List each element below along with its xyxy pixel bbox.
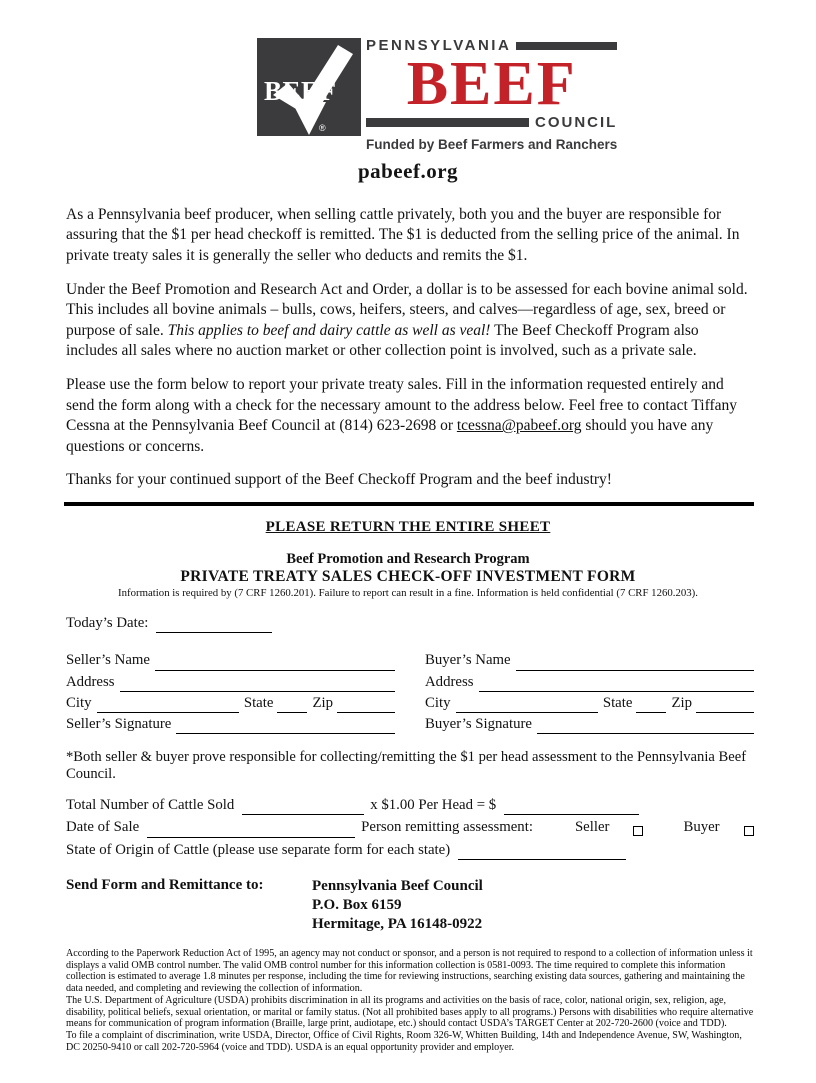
seller-address-row: [66, 673, 395, 692]
complaint-filing-notice: To file a complaint of discrimination, write USDA, Director, Office of Civil Rights, Room 326-W, Whitten Building, 14th and Independence Avenue, SW, Washington, DC 20250-9410 or call 202-720-5964 (voice and TDD). USDA is an equal opportunity provider and employer.: [66, 1030, 742, 1053]
buyer-column: [425, 649, 754, 734]
seller-zip-label: Zip: [312, 694, 333, 711]
remit-address-line-3: Hermitage, PA 16148-0922: [312, 916, 483, 933]
seller-name-row: [66, 651, 395, 670]
checkoff-beef-word: BEEF: [264, 76, 337, 106]
intro-paragraph-2: [66, 280, 754, 362]
program-title: Beef Promotion and Research Program: [286, 551, 530, 568]
send-to-label: Send Form and Remittance to:: [66, 876, 264, 893]
buyer-address-blank: [479, 678, 755, 692]
remit-address-line-2: P.O. Box 6159: [312, 896, 402, 913]
todays-date-label: Today’s Date:: [66, 615, 149, 632]
form-body: [0, 614, 816, 934]
seller-city-label: City: [66, 694, 92, 711]
seller-zip-blank: [337, 699, 395, 713]
logo-tagline: Funded by Beef Farmers and Ranchers: [366, 136, 618, 152]
registered-trademark-glyph: ®: [319, 123, 326, 133]
seller-address-label: Address: [66, 673, 115, 690]
seller-city-row: [66, 694, 395, 713]
council-bar: [366, 118, 529, 127]
buyer-name-row: [425, 651, 754, 670]
person-remitting-label: Person remitting assessment:: [361, 819, 533, 836]
buyer-option-label: Buyer: [683, 819, 720, 836]
pa-beef-council-logo: [257, 37, 618, 152]
todays-date-row: [66, 614, 754, 633]
buyer-city-label: City: [425, 694, 451, 711]
email-link[interactable]: tcessna@pabeef.org: [456, 417, 582, 435]
seller-state-label: State: [243, 694, 274, 711]
seller-buyer-columns: [66, 649, 754, 734]
total-dollars-blank: [504, 801, 639, 815]
state-origin-blank: [458, 846, 626, 860]
remittance-address: [312, 877, 483, 934]
return-notice-heading: PLEASE RETURN THE ENTIRE SHEET: [265, 519, 551, 536]
intro-section: [0, 205, 816, 491]
remittance-block: [66, 877, 754, 934]
section-divider: [64, 502, 754, 506]
sale-detail-rows: [66, 796, 754, 860]
date-of-sale-label: Date of Sale: [66, 819, 140, 836]
seller-name-blank: [155, 657, 395, 671]
buyer-zip-blank: [696, 699, 754, 713]
intro-p2-normal-2: The Beef Checkoff Program also includes all sales where no auction market or other collection point is involved, such as a private sale.: [66, 321, 699, 360]
pennsylvania-text: PENNSYLVANIA: [366, 37, 512, 54]
intro-paragraph-3: [66, 375, 754, 457]
buyer-city-row: [425, 694, 754, 713]
seller-address-blank: [120, 678, 396, 692]
seller-option-label: Seller: [574, 819, 610, 836]
usda-nondiscrimination-notice: The U.S. Department of Agriculture (USDA) prohibits discrimination in all its programs and activities on the basis of race, color, national origin, sex, religion, age, disability, political beliefs, sexual orientation, or marital or family status. (Not all prohibited bases apply to all programs.) Persons with disabilities who require alternative means for communication of program information (Braille, large print, audiotape, etc.) should contact USDA’s TARGET Center at 202-720-2600 (voice and TDD).: [66, 994, 754, 1030]
beef-checkoff-icon: [257, 38, 361, 136]
buyer-address-label: Address: [425, 673, 474, 690]
logo-wordmark: [366, 38, 617, 152]
fine-print-section: [0, 948, 816, 1053]
buyer-address-row: [425, 673, 754, 692]
intro-p3-normal-2: should you have any questions or concerns.: [66, 417, 714, 455]
buyer-signature-row: [425, 715, 754, 734]
seller-state-blank: [277, 699, 307, 713]
intro-p2-normal: Under the Beef Promotion and Research Act and Order, a dollar is to be assessed for each bovine animal sold. This includes all bovine animals – bulls, cows, heifers, steers, and calves—regardless of age, sex, breed or purpose of sale.: [66, 280, 748, 339]
website-url: pabeef.org: [357, 158, 459, 183]
buyer-zip-label: Zip: [671, 694, 692, 711]
total-cattle-blank: [242, 801, 364, 815]
seller-column: [66, 649, 395, 734]
intro-paragraph-4: Thanks for your continued support of the Beef Checkoff Program and the beef industry!: [66, 471, 612, 489]
remit-address-line-1: Pennsylvania Beef Council: [312, 877, 483, 894]
pennsylvania-bar: [516, 42, 617, 50]
council-row: [366, 116, 617, 130]
responsibility-note: *Both seller & buyer prove responsible for collecting/remitting the $1 per head assessment to the Pennsylvania Beef Council.: [66, 749, 747, 783]
buyer-state-blank: [636, 699, 666, 713]
total-cattle-row: [66, 796, 754, 815]
legal-info-line: Information is required by (7 CRF 1260.201). Failure to report can result in a fine. Information is held confidential (7 CRF 1260.203).: [118, 587, 698, 600]
intro-p2-italic: This applies to beef and dairy cattle as well as veal!: [167, 321, 491, 339]
seller-signature-label: Seller’s Signature: [66, 716, 172, 732]
intro-p3-normal: Please use the form below to report your private treaty sales. Fill in the information requested entirely and send the form along with a check for the necessary amount to the address below. Feel free to contact Tiffany Cessna at the Pennsylvania Beef Council at (814) 623-2698 or: [66, 376, 738, 435]
seller-signature-blank: [176, 720, 395, 734]
per-head-label: x $1.00 Per Head = $: [370, 797, 497, 814]
council-text: COUNCIL: [535, 114, 618, 132]
seller-name-label: Seller’s Name: [66, 652, 150, 669]
buyer-checkbox: [744, 826, 754, 836]
buyer-city-blank: [456, 699, 598, 713]
state-origin-row: [66, 841, 754, 860]
beef-wordmark: BEEF: [406, 50, 577, 118]
intro-paragraph-1: As a Pennsylvania beef producer, when selling cattle privately, both you and the buyer are responsible for assuring that the $1 per head checkoff is remitted. The $1 is deducted from the selling price of the animal. In private treaty sales it is generally the seller who deducts and remits the $1.: [66, 205, 740, 264]
buyer-name-blank: [516, 657, 754, 671]
total-cattle-label: Total Number of Cattle Sold: [66, 797, 235, 814]
document-page: [0, 38, 816, 1083]
seller-city-blank: [97, 699, 239, 713]
seller-checkbox: [633, 826, 643, 836]
date-of-sale-blank: [147, 824, 355, 838]
state-origin-label: State of Origin of Cattle (please use separate form for each state): [66, 841, 451, 858]
buyer-state-label: State: [602, 694, 633, 711]
seller-signature-row: [66, 715, 395, 734]
buyer-name-label: Buyer’s Name: [425, 652, 511, 669]
paperwork-reduction-notice: According to the Paperwork Reduction Act of 1995, an agency may not conduct or sponsor, and a person is not required to respond to a collection of information unless it displays a valid OMB control number. The valid OMB control number for this information collection is 0581-0093. The time required to complete this information collection is estimated to average 1.8 minutes per response, including the time for reviewing instructions, searching existing data sources, gathering and maintaining the data needed, and completing and reviewing the collection of information.: [66, 948, 753, 995]
todays-date-blank: [156, 619, 272, 633]
buyer-signature-label: Buyer’s Signature: [425, 716, 532, 732]
form-title: PRIVATE TREATY SALES CHECK-OFF INVESTMENT FORM: [180, 568, 636, 586]
buyer-signature-blank: [537, 720, 754, 734]
date-of-sale-row: [66, 818, 754, 837]
